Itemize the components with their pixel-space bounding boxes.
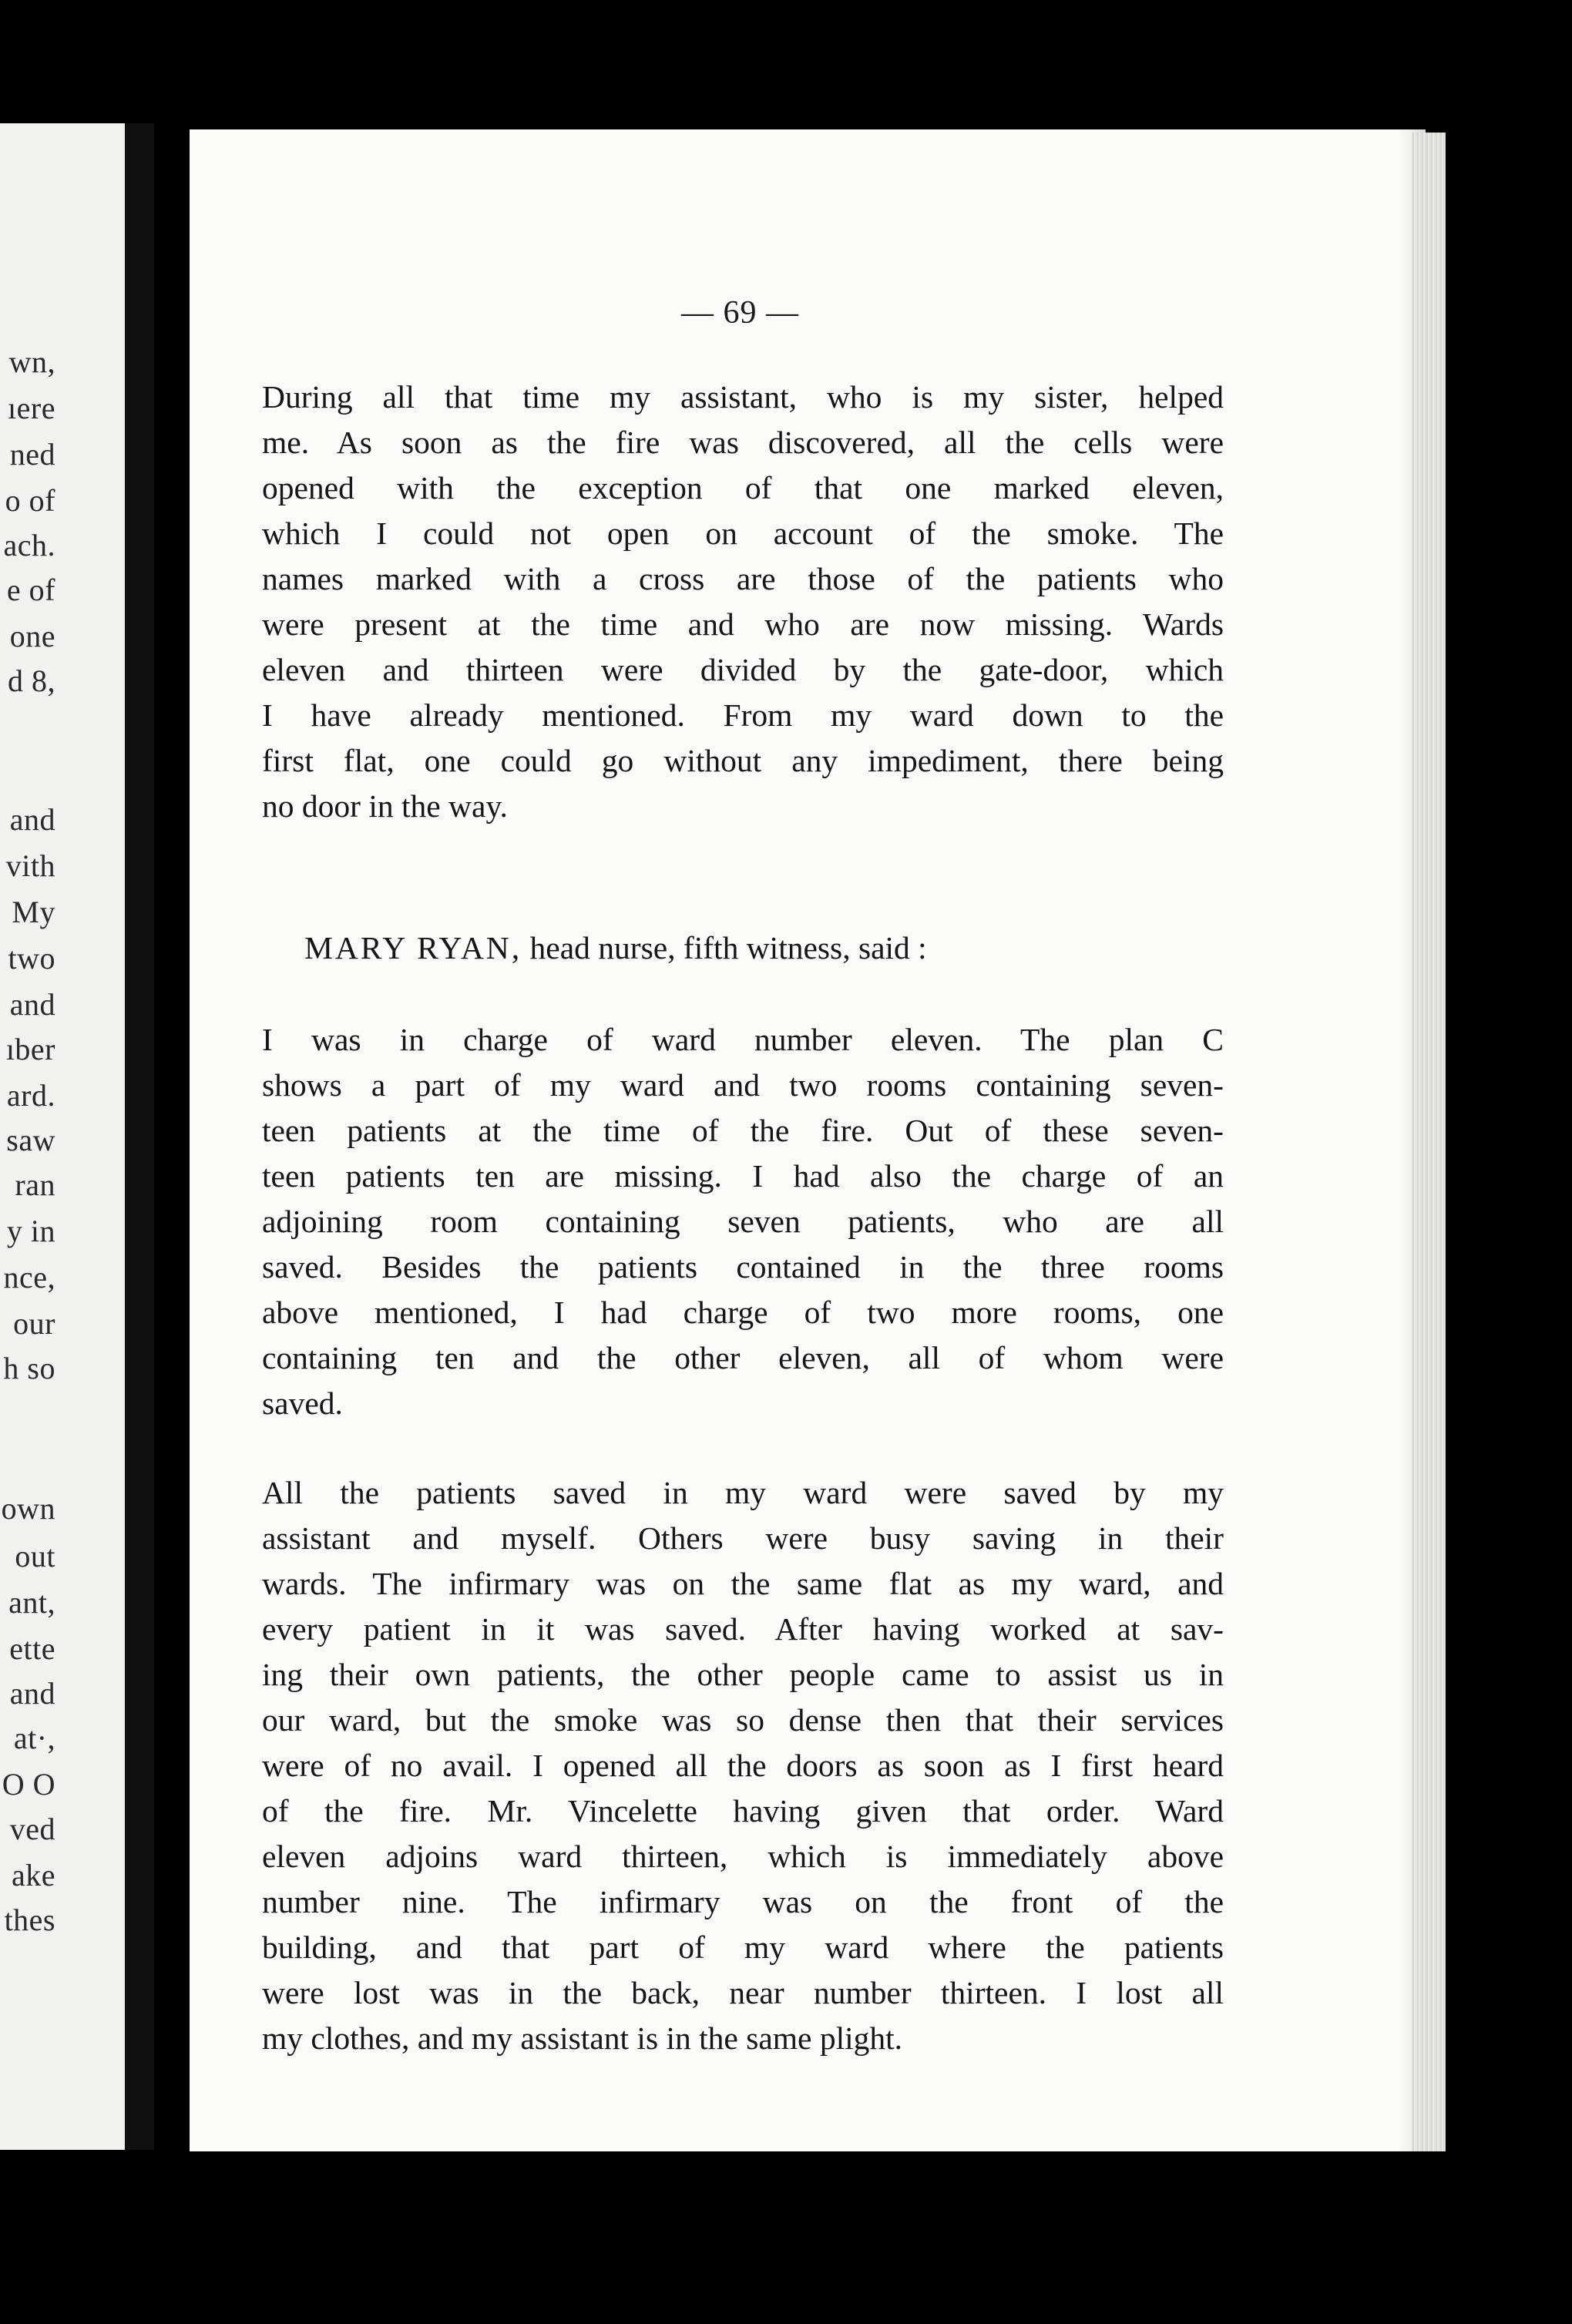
text-line: names marked with a cross are those of the patients who xyxy=(262,561,1224,596)
left-page-line: e of xyxy=(6,573,55,607)
left-page-line: saw xyxy=(6,1123,55,1157)
previous-page-fragment xyxy=(0,123,154,2150)
text-line: teen patients ten are missing. I had also the charge of an xyxy=(262,1158,1224,1194)
left-page-line: ach. xyxy=(3,528,55,563)
page-edges xyxy=(1412,133,1446,2151)
left-page-line: ran xyxy=(15,1167,55,1202)
witness-name: MARY RYAN, xyxy=(304,930,522,966)
book-gutter xyxy=(125,123,154,2150)
text-line: During all that time my assistant, who is my sister, helped xyxy=(262,379,1224,415)
page-number: — 69 — xyxy=(681,295,799,331)
left-page-line: ant, xyxy=(8,1585,55,1620)
left-page-line: y in xyxy=(6,1214,55,1248)
text-line: were lost was in the back, near number thirteen. I lost all xyxy=(262,1975,1224,2010)
text-line: no door in the way. xyxy=(262,788,508,824)
text-line: my clothes, and my assistant is in the same plight. xyxy=(262,2020,903,2056)
left-page-line: h so xyxy=(3,1351,55,1385)
left-page-line: two xyxy=(8,941,55,976)
text-line: I have already mentioned. From my ward down to the xyxy=(262,697,1224,733)
text-line: teen patients at the time of the fire. Out of these seven- xyxy=(262,1113,1224,1148)
text-line: ing their own patients, the other people came to assist us in xyxy=(262,1657,1224,1692)
left-page-line: My xyxy=(12,895,55,929)
left-page-line: ard. xyxy=(6,1078,55,1113)
left-page-line: wn, xyxy=(8,344,55,379)
text-line: shows a part of my ward and two rooms containing seven- xyxy=(262,1067,1224,1103)
left-page-line: one xyxy=(9,619,55,653)
text-line: number nine. The infirmary was on the front of the xyxy=(262,1884,1224,1919)
text-line: our ward, but the smoke was so dense then that their services xyxy=(262,1702,1224,1738)
left-page-line: ette xyxy=(9,1631,55,1666)
text-line: me. As soon as the fire was discovered, all the cells were xyxy=(262,425,1224,460)
left-page-line: and xyxy=(9,987,55,1022)
paragraph-2 xyxy=(262,1017,1224,1426)
text-line: saved. xyxy=(262,1385,343,1421)
text-line: opened with the exception of that one marked eleven, xyxy=(262,470,1224,505)
witness-description: head nurse, fifth witness, said : xyxy=(522,930,927,966)
text-line: building, and that part of my ward where the patients xyxy=(262,1929,1224,1965)
text-line: eleven and thirteen were divided by the gate-door, which xyxy=(262,652,1224,687)
paragraph-3 xyxy=(262,1470,1224,2061)
left-page-line: ıere xyxy=(8,391,55,425)
text-line: every patient in it was saved. After having worked at sav- xyxy=(262,1611,1224,1647)
left-page-line: at·, xyxy=(13,1721,55,1755)
left-page-line: out xyxy=(15,1539,55,1573)
left-page-line: O O xyxy=(2,1767,55,1802)
left-page-line: ved xyxy=(9,1812,55,1846)
text-line: of the fire. Mr. Vincelette having given that order. Ward xyxy=(262,1793,1224,1829)
left-page-line: d 8, xyxy=(8,663,55,698)
left-page-line: ıber xyxy=(5,1032,55,1066)
text-line: saved. Besides the patients contained in the three rooms xyxy=(262,1249,1224,1285)
left-page-line: ned xyxy=(9,437,55,472)
left-page-line: nce, xyxy=(3,1260,55,1295)
text-line: which I could not open on account of the smoke. The xyxy=(262,516,1224,551)
witness-heading xyxy=(304,929,927,966)
text-line: I was in charge of ward number eleven. The plan C xyxy=(262,1022,1224,1057)
left-page-line: ake xyxy=(11,1858,55,1892)
text-line: were present at the time and who are now missing. Wards xyxy=(262,606,1224,642)
text-line: containing ten and the other eleven, all of whom were xyxy=(262,1340,1224,1375)
text-line: wards. The infirmary was on the same flat as my ward, and xyxy=(262,1566,1224,1601)
text-line: above mentioned, I had charge of two more rooms, one xyxy=(262,1295,1224,1330)
text-line: adjoining room containing seven patients, who are all xyxy=(262,1204,1224,1239)
paragraph-1 xyxy=(262,374,1224,829)
left-page-line: and xyxy=(9,1676,55,1711)
left-page-line: o of xyxy=(5,483,55,518)
text-line: All the patients saved in my ward were saved by my xyxy=(262,1475,1224,1510)
left-page-line: and xyxy=(9,802,55,837)
left-page-line: vith xyxy=(5,848,55,883)
left-page-line: our xyxy=(13,1306,55,1341)
left-page-line: own xyxy=(1,1491,55,1526)
text-line: were of no avail. I opened all the doors as soon as I first heard xyxy=(262,1748,1224,1783)
text-line: eleven adjoins ward thirteen, which is immediately above xyxy=(262,1839,1224,1874)
text-line: first flat, one could go without any impediment, there being xyxy=(262,743,1224,778)
left-page-line: thes xyxy=(4,1903,55,1937)
text-line: assistant and myself. Others were busy saving in their xyxy=(262,1520,1224,1556)
